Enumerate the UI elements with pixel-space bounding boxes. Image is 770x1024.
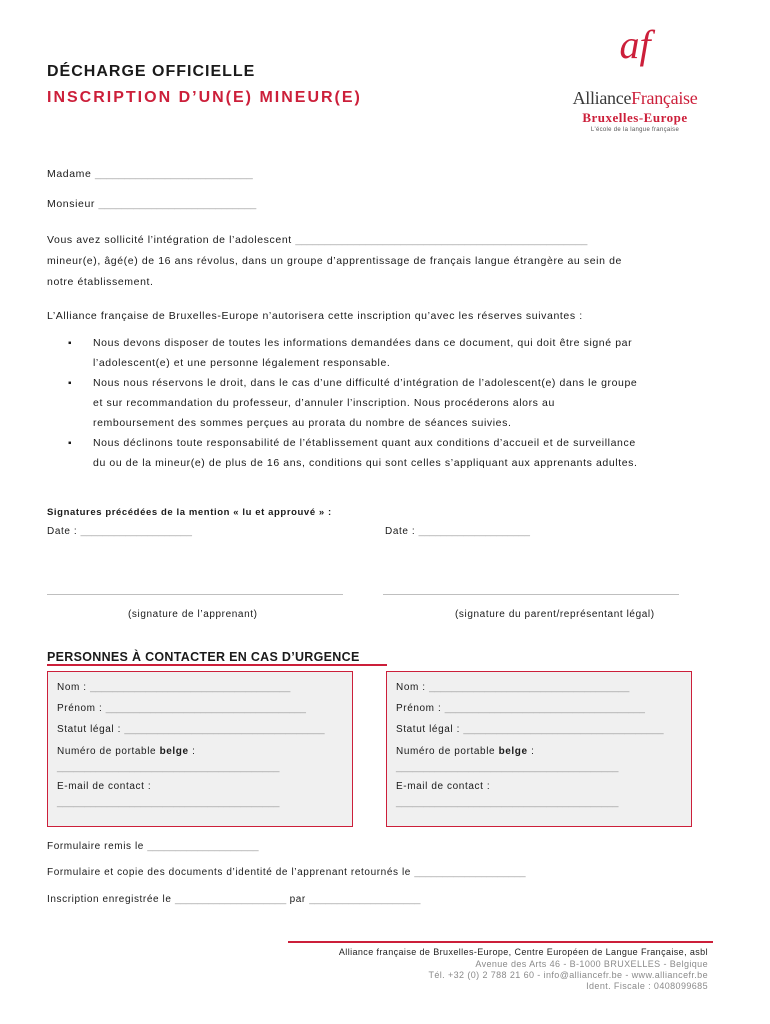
contact-1-statut-field[interactable]: ____________________________________ bbox=[124, 724, 325, 735]
madame-field[interactable]: ___________________________ bbox=[94, 168, 253, 180]
inscription-enregistree-line bbox=[47, 894, 420, 905]
learner-signature-line[interactable] bbox=[47, 594, 343, 595]
statut-label: Statut légal : bbox=[396, 724, 460, 735]
phone-label-suffix: : bbox=[188, 746, 196, 757]
bullet-marker: ▪ bbox=[68, 438, 72, 449]
intro-line-1 bbox=[47, 234, 587, 246]
emergency-heading: PERSONNES À CONTACTER EN CAS D’URGENCE bbox=[47, 650, 360, 664]
contact-1-prenom-field[interactable]: ____________________________________ bbox=[105, 703, 306, 714]
date-parent-line bbox=[385, 526, 530, 537]
contact-1-email-field[interactable]: ________________________________________ bbox=[57, 797, 280, 808]
par-field[interactable]: ____________________ bbox=[309, 894, 421, 905]
statut-line bbox=[396, 724, 664, 735]
contact-2-nom-field[interactable]: ____________________________________ bbox=[429, 682, 630, 693]
contact-1-nom-field[interactable]: ____________________________________ bbox=[90, 682, 291, 693]
formulaire-retourne-field[interactable]: ____________________ bbox=[414, 867, 526, 878]
bullet-2-line-1: Nous nous réservons le droit, dans le cas d’une difficulté d’intégration de l’adolescent(e) dans le groupe bbox=[93, 377, 638, 389]
logo-name bbox=[560, 88, 710, 109]
bullet-marker: ▪ bbox=[68, 378, 72, 389]
date-learner-field[interactable]: ____________________ bbox=[80, 526, 192, 537]
bullet-marker: ▪ bbox=[68, 338, 72, 349]
bullet-1-line-1: Nous devons disposer de toutes les informations demandées dans ce document, qui doit être signé par bbox=[93, 337, 633, 349]
footer-organization: Alliance française de Bruxelles-Europe, Centre Européen de Langue Française, asbl bbox=[338, 947, 708, 957]
formulaire-remis-label: Formulaire remis le bbox=[47, 841, 144, 852]
footer-address: Avenue des Arts 46 - B-1000 BRUXELLES - Belgique bbox=[475, 959, 708, 969]
madame-label: Madame bbox=[47, 168, 92, 180]
nom-label: Nom : bbox=[396, 682, 426, 693]
footer-divider bbox=[288, 941, 713, 943]
monsieur-line bbox=[47, 198, 256, 210]
reserves-intro: L’Alliance française de Bruxelles-Europe n’autorisera cette inscription qu’avec les réserves suivantes : bbox=[47, 310, 583, 322]
statut-label: Statut légal : bbox=[57, 724, 121, 735]
signatures-heading: Signatures précédées de la mention « lu et approuvé » : bbox=[47, 507, 332, 518]
phone-label-prefix: Numéro de portable bbox=[396, 746, 499, 757]
alliance-francaise-logo bbox=[560, 22, 710, 140]
madame-line bbox=[47, 168, 253, 180]
phone-label bbox=[396, 746, 534, 757]
formulaire-retourne-line bbox=[47, 867, 526, 878]
logo-subtitle: Bruxelles-Europe bbox=[582, 110, 688, 125]
af-monogram: af bbox=[619, 22, 651, 67]
contact-2-phone-field[interactable]: ________________________________________ bbox=[396, 762, 619, 773]
prenom-label: Prénom : bbox=[57, 703, 103, 714]
footer-ident: Ident. Fiscale : 0408099685 bbox=[586, 981, 708, 991]
monsieur-label: Monsieur bbox=[47, 198, 95, 210]
contact-1-phone-field[interactable]: ________________________________________ bbox=[57, 762, 280, 773]
nom-label: Nom : bbox=[57, 682, 87, 693]
email-label: E-mail de contact : bbox=[396, 781, 491, 792]
inscription-enregistree-field[interactable]: ____________________ bbox=[174, 894, 287, 905]
document-subtitle: INSCRIPTION D’UN(E) MINEUR(E) bbox=[47, 89, 362, 106]
logo-tagline: L'école de la langue française bbox=[590, 127, 680, 133]
prenom-label: Prénom : bbox=[396, 703, 442, 714]
phone-label-prefix: Numéro de portable bbox=[57, 746, 160, 757]
bullet-2-line-3: remboursement des sommes perçues au prorata du nombre de séances suivies. bbox=[93, 417, 512, 429]
contact-2-email-field[interactable]: ________________________________________ bbox=[396, 797, 619, 808]
heading-underline bbox=[47, 664, 387, 666]
prenom-line bbox=[396, 703, 645, 714]
bullet-2-line-2: et sur recommandation du professeur, d’annuler l’inscription. Nous procéderons alors au bbox=[93, 397, 555, 409]
formulaire-remis-line bbox=[47, 841, 259, 852]
document-title: DÉCHARGE OFFICIELLE bbox=[47, 63, 256, 80]
date-label: Date : bbox=[385, 526, 416, 537]
inscription-enregistree-label: Inscription enregistrée le bbox=[47, 894, 172, 905]
formulaire-retourne-label: Formulaire et copie des documents d’identité de l’apprenant retournés le bbox=[47, 867, 411, 878]
emergency-contact-box-2 bbox=[386, 671, 692, 827]
phone-label-suffix: : bbox=[527, 746, 535, 757]
date-label: Date : bbox=[47, 526, 78, 537]
contact-2-prenom-field[interactable]: ____________________________________ bbox=[444, 703, 645, 714]
prenom-line bbox=[57, 703, 306, 714]
nom-line bbox=[396, 682, 629, 693]
adolescent-name-field[interactable]: __________________________________________________ bbox=[295, 234, 588, 246]
parent-signature-line[interactable] bbox=[383, 594, 679, 595]
footer-contact: Tél. +32 (0) 2 788 21 60 - info@alliancefr.be - www.alliancefr.be bbox=[428, 970, 708, 980]
nom-line bbox=[57, 682, 290, 693]
emergency-contact-box-1 bbox=[47, 671, 353, 827]
statut-line bbox=[57, 724, 325, 735]
phone-label-bold: belge bbox=[498, 746, 528, 757]
phone-label-bold: belge bbox=[159, 746, 189, 757]
bullet-3-line-1: Nous déclinons toute responsabilité de l’établissement quant aux conditions d’accueil et de surveillance bbox=[93, 437, 636, 449]
intro-line-2: mineur(e), âgé(e) de 16 ans révolus, dans un groupe d’apprentissage de français langue étrangère au sein de bbox=[47, 255, 622, 267]
bullet-3-line-2: du ou de la mineur(e) de plus de 16 ans, conditions qui sont celles s’appliquant aux apprenants adultes. bbox=[93, 457, 638, 469]
bullet-1-line-2: l’adolescent(e) et une personne légalement responsable. bbox=[93, 357, 391, 369]
learner-signature-caption: (signature de l’apprenant) bbox=[128, 609, 258, 620]
intro-text-1: Vous avez sollicité l’intégration de l’adolescent bbox=[47, 234, 292, 246]
monsieur-field[interactable]: ___________________________ bbox=[98, 198, 257, 210]
logo-name-part1: Alliance bbox=[572, 88, 632, 108]
intro-line-3: notre établissement. bbox=[47, 276, 154, 288]
phone-label bbox=[57, 746, 195, 757]
logo-name-part2: Française bbox=[631, 88, 698, 108]
email-label: E-mail de contact : bbox=[57, 781, 152, 792]
formulaire-remis-field[interactable]: ____________________ bbox=[147, 841, 259, 852]
date-parent-field[interactable]: ____________________ bbox=[418, 526, 530, 537]
par-label: par bbox=[289, 894, 306, 905]
parent-signature-caption: (signature du parent/représentant légal) bbox=[455, 609, 655, 620]
contact-2-statut-field[interactable]: ____________________________________ bbox=[463, 724, 664, 735]
date-learner-line bbox=[47, 526, 192, 537]
